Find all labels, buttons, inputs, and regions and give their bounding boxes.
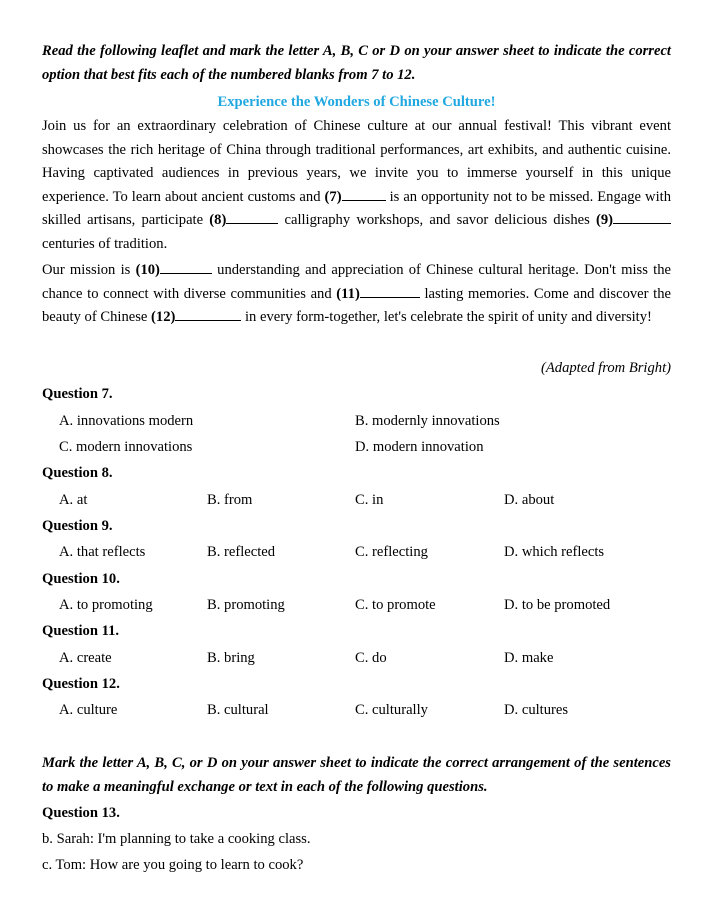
option-9a[interactable]: A. that reflects: [59, 544, 146, 560]
option-12b[interactable]: B. cultural: [207, 702, 269, 718]
paragraph-text: lasting memories. Come and discover the beauty of Chinese: [42, 285, 671, 326]
option-10c[interactable]: C. to promote: [355, 597, 436, 613]
question-9-label: Question 9.: [42, 518, 113, 534]
blank-number-8: (8): [209, 212, 227, 229]
leaflet-paragraph-2: [42, 259, 671, 330]
option-7a[interactable]: A. innovations modern: [59, 413, 194, 429]
blank-number-10: (10): [135, 262, 160, 278]
option-11b[interactable]: B. bring: [207, 650, 255, 666]
blank-number-9: (9): [595, 212, 614, 229]
question-13-line-c: c. Tom: How are you going to learn to cook?: [42, 857, 304, 873]
blank-12: [175, 306, 241, 321]
blank-number-7: (7): [324, 188, 342, 205]
blank-number-11: (11): [336, 285, 360, 302]
instructions-leaflet: Read the following leaflet and mark the letter A, B, C or D on your answer sheet to indicate the correct option that best fits each of the numbered blanks from 7 to 12.: [42, 43, 671, 83]
question-11-label: Question 11.: [42, 623, 120, 639]
blank-7: [342, 186, 386, 201]
option-7d[interactable]: D. modern innovation: [355, 439, 484, 455]
paragraph-text: Our mission is: [42, 262, 136, 278]
question-7-label: Question 7.: [42, 386, 113, 402]
paragraph-text: in every form-together, let's celebrate the spirit of unity and diversity!: [241, 309, 652, 326]
paragraph-text: calligraphy workshops, and savor delicious dishes: [278, 212, 596, 229]
source-attribution: (Adapted from Bright): [541, 360, 671, 376]
option-12a[interactable]: A. culture: [59, 702, 118, 718]
option-9c[interactable]: C. reflecting: [355, 544, 428, 560]
paragraph-text: centuries of tradition.: [42, 235, 168, 252]
option-12d[interactable]: D. cultures: [504, 702, 569, 718]
blank-10: [160, 259, 212, 274]
question-8-label: Question 8.: [42, 465, 113, 481]
leaflet-paragraph-1: [42, 115, 671, 257]
question-13-line-b: b. Sarah: I'm planning to take a cooking class.: [42, 831, 311, 847]
leaflet-title: Experience the Wonders of Chinese Culture!: [217, 94, 496, 110]
option-9d[interactable]: D. which reflects: [504, 544, 605, 560]
blank-9: [613, 209, 671, 224]
option-10d[interactable]: D. to be promoted: [504, 597, 611, 613]
instructions-arrangement: Mark the letter A, B, C, or D on your answer sheet to indicate the correct arrangement of the sentences to make a meaningful exchange or text in each of the following questions.: [42, 755, 671, 795]
option-11d[interactable]: D. make: [504, 650, 554, 666]
paragraph-text: is an opportunity not to be missed. Engage with skilled artisans, participate: [42, 188, 671, 229]
option-8c[interactable]: C. in: [355, 492, 384, 508]
option-10b[interactable]: B. promoting: [207, 597, 285, 613]
option-8b[interactable]: B. from: [207, 492, 253, 508]
question-10-label: Question 10.: [42, 571, 120, 587]
blank-number-12: (12): [151, 309, 176, 326]
blank-11: [360, 283, 420, 298]
option-7c[interactable]: C. modern innovations: [59, 439, 193, 455]
option-11c[interactable]: C. do: [355, 650, 387, 666]
option-8a[interactable]: A. at: [59, 492, 88, 508]
option-11a[interactable]: A. create: [59, 650, 112, 666]
option-8d[interactable]: D. about: [504, 492, 555, 508]
question-12-label: Question 12.: [42, 676, 120, 692]
option-9b[interactable]: B. reflected: [207, 544, 276, 560]
option-10a[interactable]: A. to promoting: [59, 597, 153, 613]
option-7b[interactable]: B. modernly innovations: [355, 413, 500, 429]
blank-8: [226, 209, 278, 224]
option-12c[interactable]: C. culturally: [355, 702, 428, 718]
paragraph-text: Join us for an extraordinary celebration of Chinese culture at our annual festival! This vibrant event showcases the rich heritage of China through traditional performances, art exhibits, and authentic cuisine. Having captivated audiences in previous years, we invite you to immerse yourself in this unique experience. To learn about ancient customs and: [42, 118, 671, 205]
paragraph-text: understanding and appreciation of Chinese cultural heritage. Don't miss the chance to connect with diverse communities and: [42, 262, 671, 302]
question-13-label: Question 13.: [42, 805, 120, 821]
